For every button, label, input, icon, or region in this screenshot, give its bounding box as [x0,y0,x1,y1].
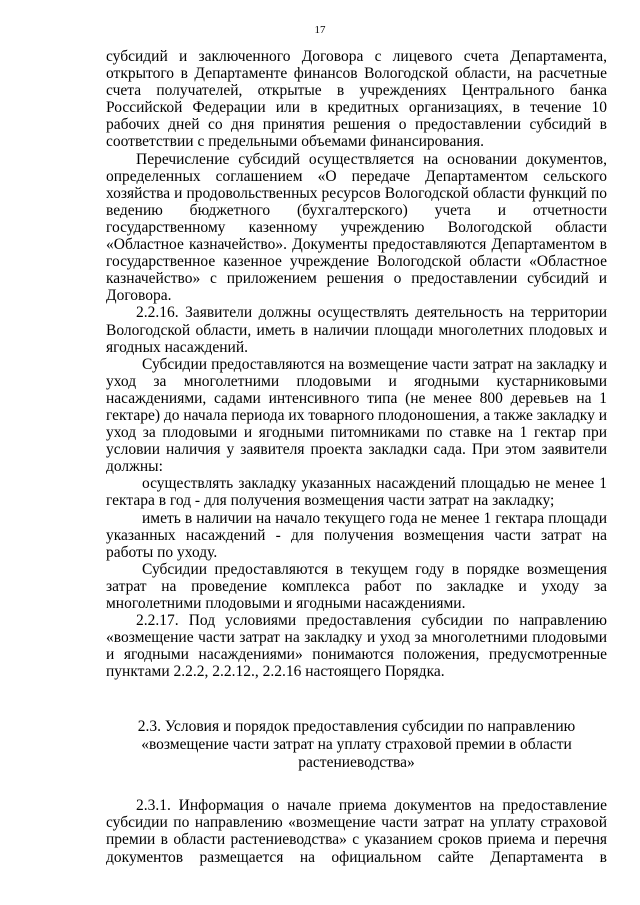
paragraph-3: 2.2.16. Заявители должны осуществлять деятельность на территории Вологодской области, иметь в наличии площади многолетних плодовых и ягодных насаждений. [106,304,607,356]
paragraph-6: иметь в наличии на начало текущего года не менее 1 гектара площади указанных насаждений - для получения возмещения части затрат на работы по уходу. [106,509,607,561]
paragraph-9: 2.3.1. Информация о начале приема документов на предоставление субсидии по направлению «возмещение части затрат на уплату страховой премии в области растениеводства» с указанием сроков приема и перечня документов размещается на официальном сайте Департамента в [106,797,607,866]
section-heading-line-2: «возмещение части затрат на уплату страховой премии в области [141,736,572,754]
page-number: 17 [314,24,326,36]
section-heading-line-1: 2.3. Условия и порядок предоставления субсидии по направлению [137,718,576,736]
paragraph-4: Субсидии предоставляются на возмещение части затрат на закладку и уход за многолетними плодовыми и ягодными кустарниковыми насаждениями, садами интенсивного типа (не менее 800 деревьев на 1 гектаре) до начала периода их товарного плодоношения, а также закладку и уход за плодовыми и ягодными питомниками по ставке на 1 гектар при условии наличия у заявителя проекта закладки сада. При этом заявители должны: [106,355,607,476]
paragraph-1: субсидий и заключенного Договора с лицевого счета Департамента, открытого в Департаменте финансов Вологодской области, на расчетные счета получателей, открытые в учреждениях Центрального банка Российской Федерации или в кредитных организациях, в течение 10 рабочих дней со дня принятия решения о предоставлении субсидий в соответствии с предельными объемами финансирования. [106,48,607,151]
paragraph-8: 2.2.17. Под условиями предоставления субсидии по направлению «возмещение части затрат на закладку и уход за многолетними плодовыми и ягодными насаждениями» понимаются положения, предусмотренные пунктами 2.2.2, 2.2.12., 2.2.16 настоящего Порядка. [106,612,607,681]
paragraph-5: осуществлять закладку указанных насаждений площадью не менее 1 гектара в год - для получения возмещения части затрат на закладку; [106,475,607,510]
paragraph-7: Субсидии предоставляются в текущем году в порядке возмещения затрат на проведение комплекса работ по закладке и уходу за многолетними плодовыми и ягодными насаждениями. [106,560,607,612]
document-body [106,48,607,866]
section-heading-line-3: растениеводства» [298,753,415,771]
paragraph-2: Перечисление субсидий осуществляется на основании документов, определенных соглашением «О передаче Департаментом сельского хозяйства и продовольственных ресурсов Вологодской области функций по ведению бюджетного (бухгалтерского) учета и отчетности государственному казенному учреждению Вологодской области «Областное казначейство». Документы предоставляются Департаментом в государственное казенное учреждение Вологодской области «Областное казначейство» с приложением решения о предоставлении субсидий и Договора. [106,150,607,305]
section-heading [106,718,607,771]
